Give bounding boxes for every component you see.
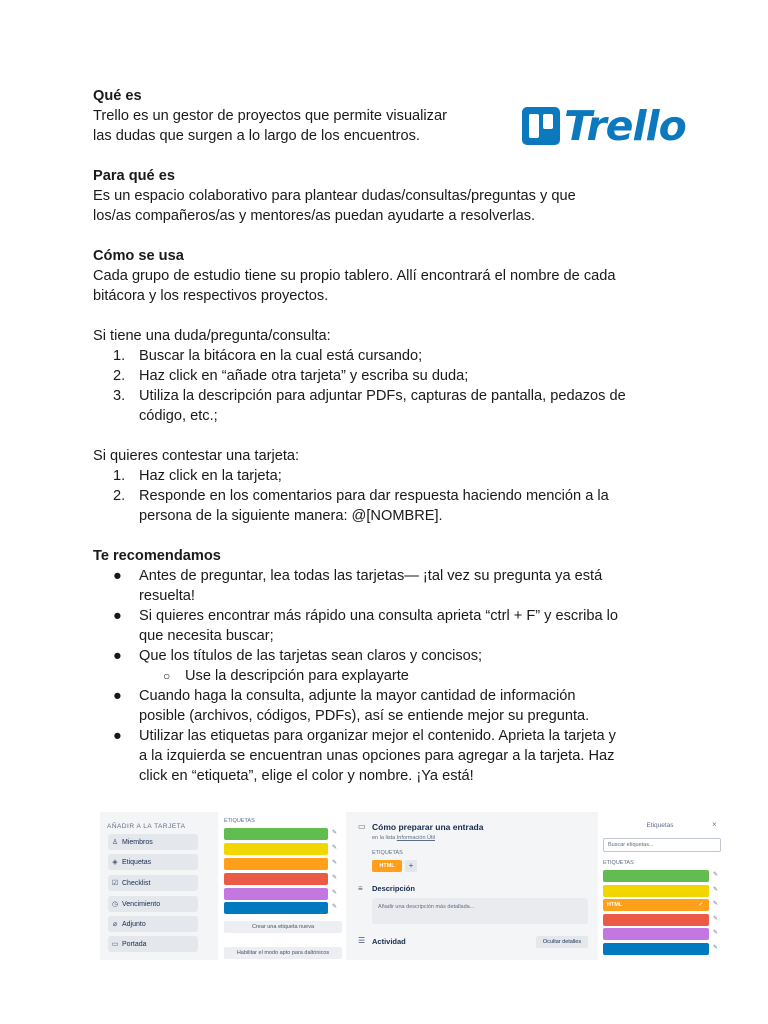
- paperclip-icon: ⌀: [112, 921, 118, 928]
- due-date-button[interactable]: [108, 896, 198, 912]
- heading-como-se-usa: Cómo se usa: [93, 248, 184, 264]
- pencil-icon[interactable]: ✎: [332, 904, 338, 910]
- attachment-button[interactable]: [108, 916, 198, 932]
- button-label: Vencimiento: [122, 900, 161, 908]
- hide-details-button[interactable]: Ocultar detalles: [536, 936, 588, 948]
- intro-paragraph: [93, 106, 493, 146]
- pencil-icon[interactable]: ✎: [713, 916, 719, 922]
- labels-button[interactable]: [108, 854, 198, 870]
- labels-popup: [598, 812, 728, 960]
- list-item: [93, 686, 683, 726]
- list-marker: 1.: [113, 468, 126, 484]
- list-marker: 1.: [113, 348, 126, 364]
- add-to-card-panel: [100, 812, 212, 960]
- pencil-icon[interactable]: ✎: [332, 860, 338, 866]
- activity-icon: ☰: [358, 936, 366, 945]
- trello-screenshot: [100, 812, 728, 960]
- text-line: las dudas que surgen a lo largo de los encuentros.: [93, 128, 420, 144]
- text-line: Responde en los comentarios para dar respuesta haciendo mención a la: [139, 488, 609, 504]
- pencil-icon[interactable]: ✎: [332, 890, 338, 896]
- description-input[interactable]: Añadir una descripción más detallada...: [372, 898, 588, 924]
- label-purple[interactable]: [224, 888, 328, 900]
- trello-logo: [522, 102, 686, 150]
- list-marker: 2.: [113, 488, 126, 504]
- pencil-icon[interactable]: ✎: [332, 830, 338, 836]
- list-prefix: en la lista: [372, 835, 396, 841]
- label-green[interactable]: [224, 828, 328, 840]
- text-line: Utiliza la descripción para adjuntar PDFs, capturas de pantalla, pedazos de: [139, 388, 626, 404]
- labels-title: ETIQUETAS: [224, 818, 255, 824]
- popup-labels-title: ETIQUETAS: [603, 860, 634, 866]
- pencil-icon[interactable]: ✎: [332, 875, 338, 881]
- text-line: Cada grupo de estudio tiene su propio tablero. Allí encontrará el nombre de cada: [93, 268, 616, 284]
- activity-title: Actividad: [372, 937, 406, 946]
- bullet: ●: [113, 568, 122, 584]
- popup-label-orange-selected[interactable]: [603, 899, 709, 911]
- text-line: a la izquierda se encuentran unas opciones para agregar a la tarjeta. Haz: [139, 748, 615, 764]
- colorblind-mode-button[interactable]: Habilitar el modo apto para daltónicos: [224, 947, 342, 959]
- clock-icon: ◷: [111, 901, 119, 908]
- label-yellow[interactable]: [224, 843, 328, 855]
- button-label: Adjunto: [122, 920, 146, 928]
- label-red[interactable]: [224, 873, 328, 885]
- text-line: Si quieres encontrar más rápido una consulta aprieta “ctrl + F” y escriba lo: [139, 608, 618, 624]
- description-title: Descripción: [372, 884, 415, 893]
- popup-label-red[interactable]: [603, 914, 709, 926]
- card-labels-title: ETIQUETAS: [372, 850, 403, 856]
- labels-popup-title: Etiquetas: [646, 822, 674, 829]
- trello-board-icon: [522, 107, 560, 145]
- card-list-info: [372, 835, 435, 841]
- text-line: Trello es un gestor de proyectos que permite visualizar: [93, 108, 447, 124]
- list-link[interactable]: Información Útil: [396, 835, 435, 841]
- close-icon[interactable]: ×: [712, 820, 717, 829]
- cover-button[interactable]: [108, 936, 198, 952]
- trello-wordmark: Trello: [564, 102, 686, 150]
- check-icon: ✓: [698, 902, 703, 908]
- list-item: [93, 346, 683, 366]
- add-label-button[interactable]: +: [405, 860, 417, 872]
- text-line: posible (archivos, códigos, PDFs), así se entiende mejor su pregunta.: [139, 708, 590, 724]
- list-item: [93, 386, 683, 426]
- list-item: [93, 726, 683, 786]
- members-button[interactable]: [108, 834, 198, 850]
- list-item: [93, 646, 683, 666]
- list-item: [93, 466, 683, 486]
- bullet: ●: [113, 688, 122, 704]
- pencil-icon[interactable]: ✎: [713, 901, 719, 907]
- add-to-card-title: AÑADIR A LA TARJETA: [107, 823, 186, 830]
- pencil-icon[interactable]: ✎: [713, 887, 719, 893]
- card-icon: ▭: [358, 822, 366, 831]
- label-orange[interactable]: [224, 858, 328, 870]
- label-blue[interactable]: [224, 902, 328, 914]
- text-line: que necesita buscar;: [139, 628, 274, 644]
- heading-que-es: Qué es: [93, 88, 142, 104]
- list-marker: 2.: [113, 368, 126, 384]
- members-icon: ♙: [111, 839, 119, 846]
- bullet: ●: [113, 648, 122, 664]
- popup-label-yellow[interactable]: [603, 885, 709, 897]
- text-line: código, etc.;: [139, 408, 218, 424]
- answer-steps-list: [93, 466, 683, 526]
- text-line: Es un espacio colaborativo para plantear dudas/consultas/preguntas y que: [93, 188, 576, 204]
- text-line: Haz click en “añade otra tarjeta” y escriba su duda;: [139, 368, 469, 384]
- text-line: los/as compañeros/as y mentores/as puedan ayudarte a resolverlas.: [93, 208, 536, 224]
- checklist-icon: ☑: [111, 880, 119, 887]
- description-icon: ≡: [358, 884, 363, 893]
- answer-list-intro: Si quieres contestar una tarjeta:: [93, 448, 300, 464]
- sub-bullet: ○: [163, 669, 171, 683]
- pencil-icon[interactable]: ✎: [713, 872, 719, 878]
- checklist-button[interactable]: [108, 875, 198, 891]
- text-line: Use la descripción para explayarte: [185, 668, 409, 684]
- text-line: Antes de preguntar, lea todas las tarjetas— ¡tal vez su pregunta ya está: [139, 568, 603, 584]
- text-line: click en “etiqueta”, elige el color y nombre. ¡Ya está!: [139, 768, 474, 784]
- html-label-chip[interactable]: HTML: [372, 860, 402, 872]
- question-list-intro: Si tiene una duda/pregunta/consulta:: [93, 328, 331, 344]
- text-line: bitácora y los respectivos proyectos.: [93, 288, 329, 304]
- document-body: [93, 86, 683, 786]
- list-item: [93, 486, 683, 526]
- card-title[interactable]: Cómo preparar una entrada: [372, 822, 484, 832]
- search-labels-input[interactable]: Buscar etiquetas...: [603, 838, 721, 852]
- cover-icon: ▭: [111, 941, 119, 948]
- text-line: persona de la siguiente manera: @[NOMBRE].: [139, 508, 443, 524]
- text-line: Que los títulos de las tarjetas sean claros y concisos;: [139, 648, 483, 664]
- text-line: Cuando haga la consulta, adjunte la mayor cantidad de información: [139, 688, 576, 704]
- bullet: ●: [113, 608, 122, 624]
- list-item: [93, 366, 683, 386]
- card-detail-panel: [350, 812, 594, 960]
- question-steps-list: [93, 346, 683, 426]
- list-item: [93, 566, 683, 606]
- pencil-icon[interactable]: ✎: [713, 945, 719, 951]
- text-line: resuelta!: [139, 588, 195, 604]
- button-label: Checklist: [122, 879, 151, 887]
- selected-label-text: HTML: [607, 902, 623, 908]
- sub-list-item: [93, 666, 683, 686]
- text-line: Haz click en la tarjeta;: [139, 468, 282, 484]
- popup-label-purple[interactable]: [603, 928, 709, 940]
- heading-te-recomendamos: Te recomendamos: [93, 548, 221, 564]
- button-label: Miembros: [122, 838, 153, 846]
- recommendations-list: [93, 566, 683, 786]
- list-item: [93, 606, 683, 646]
- list-marker: 3.: [113, 388, 126, 404]
- text-line: Utilizar las etiquetas para organizar mejor el contenido. Aprieta la tarjeta y: [139, 728, 616, 744]
- text-line: Buscar la bitácora en la cual está cursando;: [139, 348, 423, 364]
- button-label: Etiquetas: [122, 858, 152, 866]
- bullet: ●: [113, 728, 122, 744]
- pencil-icon[interactable]: ✎: [332, 845, 338, 851]
- labels-panel: [218, 812, 346, 960]
- popup-label-green[interactable]: [603, 870, 709, 882]
- heading-para-que-es: Para qué es: [93, 168, 175, 184]
- button-label: Portada: [122, 940, 147, 948]
- label-icon: ◈: [112, 859, 118, 866]
- pencil-icon[interactable]: ✎: [713, 930, 719, 936]
- popup-label-blue[interactable]: [603, 943, 709, 955]
- create-label-button[interactable]: Crear una etiqueta nueva: [224, 921, 342, 933]
